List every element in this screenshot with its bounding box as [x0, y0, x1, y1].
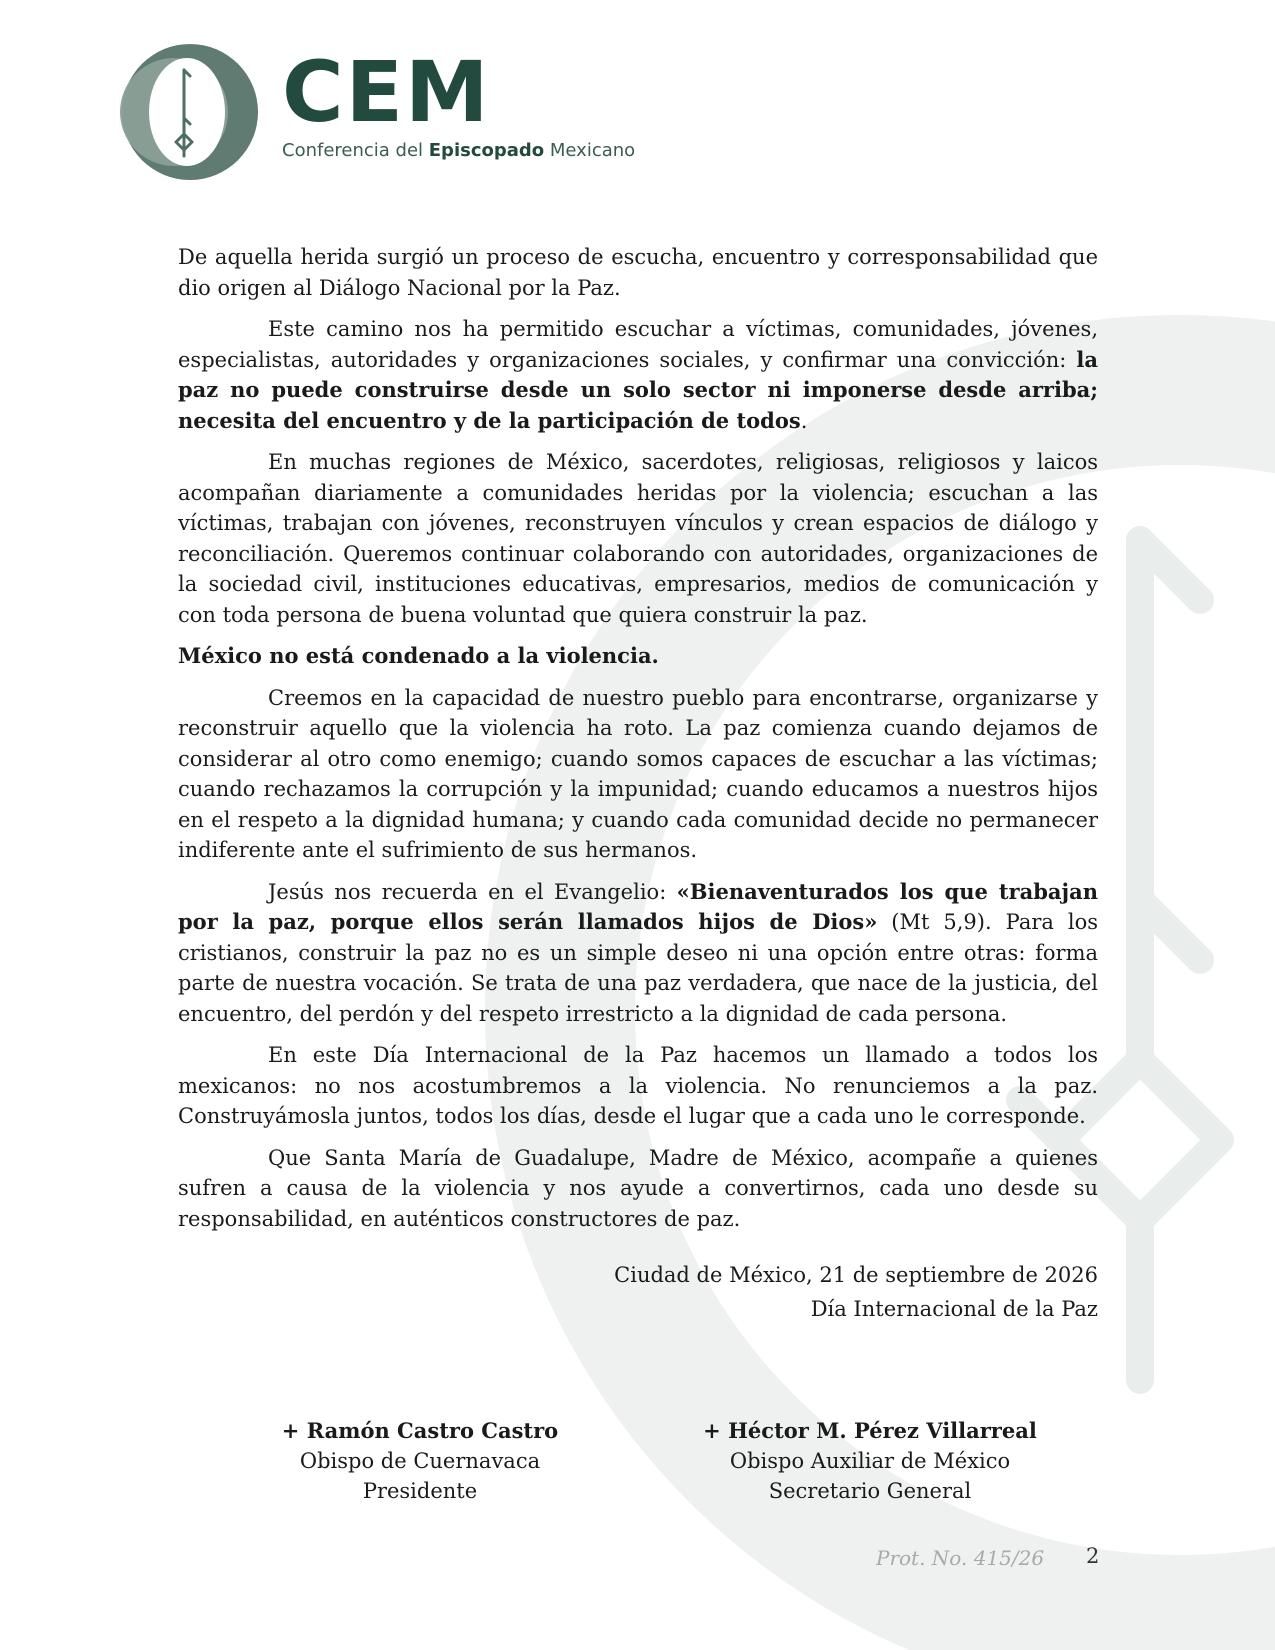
- cem-logo: [112, 34, 732, 194]
- dateline: [614, 1258, 1098, 1326]
- paragraph-4: Creemos en la capacidad de nuestro pueblo para encontrarse, organizarse y reconstruir aquello que la violencia ha roto. La paz comienza cuando dejamos de considerar al otro como enemigo; cuando somos capaces de escuchar a las víctimas; cuando rechazamos la corrupción y la impunidad; cuando educamos a nuestros hijos en el respeto a la dignidad humana; y cuando cada comunidad decide no permanecer indiferente ante el sufrimiento de sus hermanos.: [178, 685, 1098, 862]
- paragraph-5: Jesús nos recuerda en el Evangelio: «Bienaventurados los que trabajan por la paz, porque ellos serán llamados hijos de Dios» (Mt 5,9). Para los cristianos, construir la paz no es un simple deseo ni una opción entre otras: forma parte de nuestra vocación. Se trata de una paz verdadera, que nace de la justicia, del encuentro, del perdón y del respeto irrestricto a la dignidad de cada persona.: [178, 878, 1098, 1026]
- signatory-role: Obispo de Cuernavaca: [299, 1449, 541, 1473]
- page-number: 2: [1086, 1544, 1100, 1568]
- paragraph-6: En este Día Internacional de la Paz hacemos un llamado a todos los mexicanos: no nos acostumbremos a la violencia. No renunciemos a la paz. Construyámosla juntos, todos los días, desde el lugar que a cada uno le corresponde.: [178, 1043, 1098, 1128]
- occasion: Día Internacional de la Paz: [810, 1297, 1098, 1321]
- logo-title: CEM: [282, 43, 491, 141]
- protocol-number: Prot. No. 415/26: [876, 1546, 1045, 1570]
- letter-body: [178, 242, 1098, 1245]
- signatory-name: + Ramón Castro Castro: [281, 1418, 559, 1443]
- signatory-2: [670, 1416, 1070, 1506]
- paragraph-7: Que Santa María de Guadalupe, Madre de México, acompañe a quienes sufren a causa de la violencia y nos ayude a convertirnos, cada uno desde su responsabilidad, en auténticos constructores de paz.: [178, 1145, 1098, 1231]
- cem-emblem-icon: [112, 34, 272, 194]
- signatory-name: + Héctor M. Pérez Villarreal: [703, 1418, 1037, 1443]
- signatory-title: Secretario General: [768, 1479, 972, 1503]
- section-heading: México no está condenado a la violencia.: [178, 643, 659, 668]
- logo-subtitle: Conferencia del Episcopado Mexicano: [282, 140, 636, 161]
- place-date: Ciudad de México, 21 de septiembre de 2026: [614, 1263, 1098, 1287]
- signatory-title: Presidente: [362, 1479, 478, 1503]
- paragraph-3: En muchas regiones de México, sacerdotes, religiosas, religiosos y laicos acompañan diariamente a comunidades heridas por la violencia; escuchan a las víctimas, trabajan con jóvenes, reconstruyen vínculos y crean espacios de diálogo y reconciliación. Queremos continuar colaborando con autoridades, organizaciones de la sociedad civil, instituciones educativas, empresarios, medios de comunicación y con toda persona de buena voluntad que quiera construir la paz.: [178, 450, 1098, 627]
- signatory-1: [220, 1416, 620, 1506]
- signatory-role: Obispo Auxiliar de México: [729, 1449, 1011, 1473]
- paragraph-2: Este camino nos ha permitido escuchar a víctimas, comunidades, jóvenes, especialistas, autoridades y organizaciones sociales, y confirmar una convicción: la paz no puede construirse desde un solo sector ni imponerse desde arriba; necesita del encuentro y de la participación de todos.: [178, 317, 1098, 433]
- paragraph-1: De aquella herida surgió un proceso de escucha, encuentro y corresponsabilidad que dio origen al Diálogo Nacional por la Paz.: [178, 245, 1098, 300]
